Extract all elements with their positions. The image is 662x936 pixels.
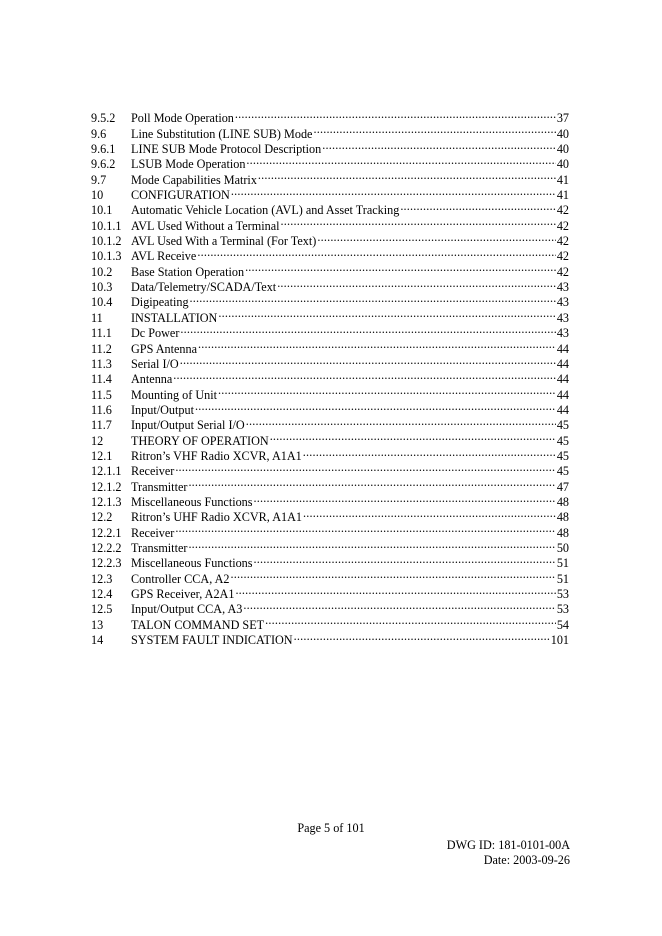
toc-entry-title: LINE SUB Mode Protocol Description	[131, 142, 322, 157]
toc-entry-title: Controller CCA, A2	[131, 571, 230, 586]
toc-entry-title: Data/Telemetry/SCADA/Text	[131, 280, 277, 295]
toc-entry-number: 12.1.2	[91, 479, 122, 494]
toc-entry-number: 11.7	[91, 418, 112, 433]
toc-entry-number: 10.3	[91, 280, 113, 295]
toc-dot-leader	[235, 107, 556, 122]
toc-entry-page: 42	[556, 234, 569, 249]
toc-entry-page: 37	[556, 111, 569, 126]
toc-entry-page: 50	[556, 540, 569, 555]
toc-entry-page: 45	[556, 464, 569, 479]
toc-entry-page: 53	[556, 602, 569, 617]
toc-entry-title: Mode Capabilities Matrix	[131, 172, 257, 187]
toc-entry-page: 41	[556, 172, 569, 187]
toc-dot-leader	[270, 429, 556, 444]
toc-entry-number: 11.2	[91, 341, 112, 356]
toc-entry-number: 11.3	[91, 356, 112, 371]
toc-entry-title: Line Substitution (LINE SUB) Mode	[131, 126, 313, 141]
toc-entry-title: INSTALLATION	[131, 310, 218, 325]
toc-entry-page: 54	[556, 617, 569, 632]
toc-dot-leader	[231, 184, 556, 199]
toc-dot-leader	[246, 153, 555, 168]
toc-dot-leader	[258, 168, 556, 183]
toc-entry-title: GPS Antenna	[131, 341, 198, 356]
toc-entry-title: Miscellaneous Functions	[131, 494, 253, 509]
toc-entry-number: 10.2	[91, 264, 113, 279]
toc-entry-number: 10.1.2	[91, 234, 122, 249]
toc-entry-page: 44	[556, 372, 569, 387]
toc-entry-number: 10.1	[91, 203, 113, 218]
toc-entry-number: 10.1.3	[91, 249, 122, 264]
toc-dot-leader	[400, 199, 556, 214]
toc-entry-title: Serial I/O	[131, 356, 179, 371]
toc-entry-title: Transmitter	[131, 479, 188, 494]
toc-entry-number: 14	[91, 633, 104, 648]
toc-entry-page: 42	[556, 218, 569, 233]
toc-dot-leader	[231, 567, 556, 582]
toc-entry-page: 42	[556, 203, 569, 218]
toc-entry-page: 40	[556, 142, 569, 157]
toc-entry-number: 10.4	[91, 295, 113, 310]
toc-entry-title: TALON COMMAND SET	[131, 617, 265, 632]
toc-entry-page: 40	[556, 126, 569, 141]
toc-dot-leader	[195, 399, 556, 414]
toc-entry-page: 43	[556, 310, 569, 325]
toc-entry-number: 12.3	[91, 571, 113, 586]
toc-entry-number: 12.2.2	[91, 540, 122, 555]
toc-dot-leader	[188, 537, 555, 552]
toc-entry-title: SYSTEM FAULT INDICATION	[131, 633, 293, 648]
toc-dot-leader	[197, 245, 555, 260]
toc-entry-number: 12.1.3	[91, 494, 122, 509]
toc-entry-title: Base Station Operation	[131, 264, 245, 279]
toc-dot-leader	[218, 383, 556, 398]
toc-dot-leader	[281, 214, 556, 229]
toc-entry-page: 44	[556, 341, 569, 356]
toc-dot-leader	[173, 368, 556, 383]
toc-entry-number: 12.2.1	[91, 525, 122, 540]
toc-dot-leader	[322, 138, 556, 153]
toc-entry-title: Receiver	[131, 525, 175, 540]
toc-entry-number: 9.7	[91, 172, 107, 187]
toc-entry-title: Transmitter	[131, 540, 188, 555]
toc-entry-number: 10.1.1	[91, 218, 122, 233]
toc-entry-number: 12	[91, 433, 104, 448]
toc-entry-title: GPS Receiver, A2A1	[131, 587, 235, 601]
toc-entry-page: 45	[556, 448, 569, 463]
toc-entry-page: 51	[556, 571, 569, 586]
toc-entry-title: AVL Receive	[131, 249, 197, 264]
toc-entry-number: 12.2.3	[91, 556, 122, 571]
toc-entry-page: 43	[556, 326, 569, 341]
toc-entry-page: 44	[556, 387, 569, 402]
toc-entry-title: Ritron’s UHF Radio XCVR, A1A1	[131, 510, 302, 525]
toc-entry-number: 9.5.2	[91, 111, 116, 126]
page-number: Page 5 of 101	[297, 821, 365, 835]
toc-entry-number: 12.1	[91, 448, 113, 463]
toc-dot-leader	[180, 353, 556, 368]
toc-dot-leader	[246, 414, 556, 429]
toc-dot-leader	[265, 613, 556, 628]
toc-entry-number: 12.4	[91, 587, 113, 601]
toc-entry-page: 48	[556, 510, 569, 525]
toc-dot-leader	[303, 445, 556, 460]
toc-entry-title: Input/Output	[131, 402, 194, 417]
toc-entry-number: 9.6.2	[91, 157, 116, 172]
toc-entry-title: THEORY OF OPERATION	[131, 433, 269, 448]
toc-entry-title: Input/Output Serial I/O	[131, 418, 245, 433]
toc-entry-page: 47	[556, 479, 569, 494]
toc-entry-title: Miscellaneous Functions	[131, 556, 253, 571]
toc-dot-leader	[198, 337, 556, 352]
toc-dot-leader	[254, 491, 556, 506]
toc-entry-page: 48	[556, 525, 569, 540]
toc-entry-page: 42	[556, 249, 569, 264]
drawing-id: DWG ID: 181-0101-00A	[446, 838, 570, 852]
toc-entry-page: 51	[556, 556, 569, 571]
toc-entry-number: 13	[91, 617, 104, 632]
toc-entry-title: Poll Mode Operation	[131, 111, 234, 126]
toc-entry-title: Antenna	[131, 372, 173, 387]
toc-entry-page: 53	[556, 587, 569, 601]
toc-entry-title: Receiver	[131, 464, 175, 479]
toc-entry-title: Ritron’s VHF Radio XCVR, A1A1	[131, 448, 302, 463]
toc-entry-title: AVL Used With a Terminal (For Text)	[131, 234, 317, 249]
toc-entry-title: Mounting of Unit	[131, 387, 217, 402]
toc-entry-page: 42	[556, 264, 569, 279]
toc-entry-number: 12.2	[91, 510, 113, 525]
toc-dot-leader	[254, 552, 556, 567]
toc-dot-leader	[190, 291, 556, 306]
toc-dot-leader	[303, 506, 556, 521]
toc-entry-number: 10	[91, 188, 104, 203]
toc-entry-page: 45	[556, 418, 569, 433]
toc-entry-page: 101	[550, 633, 569, 648]
document-date: Date: 2003-09-26	[483, 853, 570, 867]
toc-dot-leader	[218, 306, 555, 321]
toc-entry-page: 44	[556, 402, 569, 417]
toc-entry-page: 41	[556, 188, 569, 203]
toc-entry-page: 40	[556, 157, 569, 172]
toc-dot-leader	[245, 260, 556, 275]
toc-entry[interactable]	[91, 107, 569, 126]
toc-dot-leader	[317, 230, 555, 245]
toc-entry-number: 11.6	[91, 402, 112, 417]
toc-entry-page: 43	[556, 295, 569, 310]
toc-dot-leader	[243, 598, 555, 613]
toc-entry-number: 11	[91, 310, 103, 325]
toc-entry-title: CONFIGURATION	[131, 188, 230, 203]
table-of-contents	[91, 107, 569, 648]
toc-dot-leader	[180, 322, 555, 337]
toc-entry-page: 44	[556, 356, 569, 371]
toc-entry-number: 11.4	[91, 372, 112, 387]
toc-dot-leader	[313, 122, 555, 137]
toc-entry-number: 12.5	[91, 602, 113, 617]
toc-entry-number: 9.6	[91, 126, 107, 141]
toc-entry-number: 11.5	[91, 387, 112, 402]
toc-entry-page: 45	[556, 433, 569, 448]
toc-dot-leader	[235, 583, 555, 598]
toc-dot-leader	[277, 276, 556, 291]
toc-entry-title: Automatic Vehicle Location (AVL) and Asset Tracking	[131, 203, 400, 218]
toc-entry-number: 9.6.1	[91, 142, 116, 157]
toc-entry-title: Input/Output CCA, A3	[131, 602, 243, 617]
toc-entry-title: Dc Power	[131, 326, 180, 341]
toc-dot-leader	[188, 475, 555, 490]
toc-entry-page: 43	[556, 280, 569, 295]
toc-entry-title: AVL Used Without a Terminal	[131, 218, 280, 233]
toc-entry-number: 12.1.1	[91, 464, 122, 479]
toc-dot-leader	[294, 629, 550, 644]
toc-entry-page: 48	[556, 494, 569, 509]
toc-entry-title: LSUB Mode Operation	[131, 157, 246, 172]
toc-dot-leader	[175, 460, 556, 475]
toc-entry-number: 11.1	[91, 326, 112, 341]
toc-entry-title: Digipeating	[131, 295, 189, 310]
toc-dot-leader	[175, 521, 556, 536]
